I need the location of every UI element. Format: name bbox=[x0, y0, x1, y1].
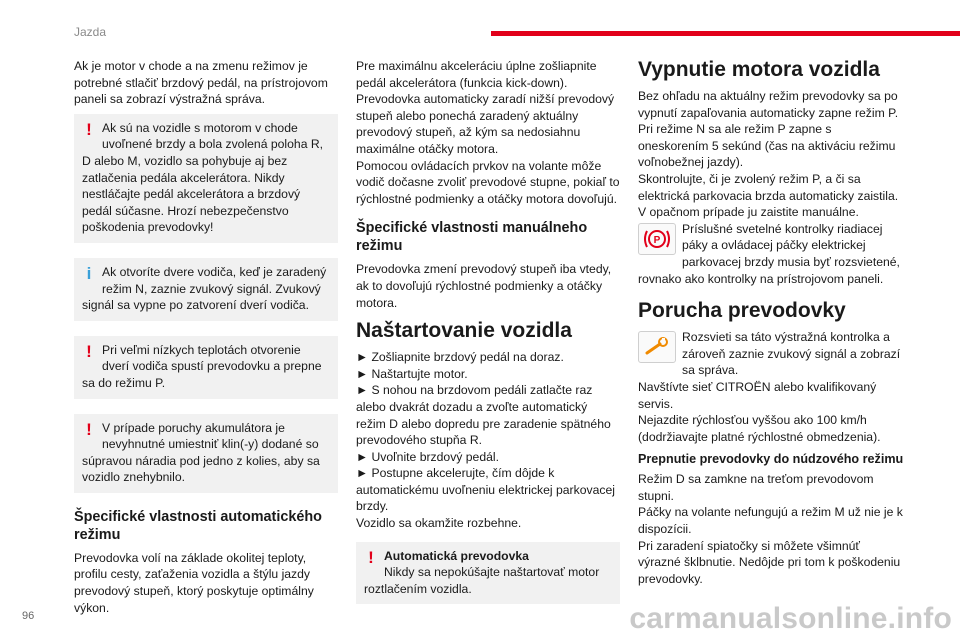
info-icon: i bbox=[86, 263, 92, 283]
start-step: ► Naštartujte motor. bbox=[356, 366, 468, 381]
visit-service-paragraph: Navštívte sieť CITROËN alebo kvalifikovaný servis. bbox=[638, 379, 877, 411]
emergency-reverse-paragraph: Pri zaradení spiatočky si môžete všimnúť výrazné šklbnutie. Nedôjde pri tom k poškodeniu prevodovky. bbox=[638, 538, 901, 586]
warning-box-title: Automatická prevodovka bbox=[384, 548, 529, 563]
section-heading-gearbox-fault: Porucha prevodovky bbox=[638, 299, 846, 323]
parking-lights-text: Príslušné svetelné kontrolky riadiacej páky a ovládacej páčky elektrickej parkovacej brzdy musia byť rozsvietené, rovnako ako kontrolky na prístrojovom paneli. bbox=[638, 221, 900, 286]
warning-exclamation-icon: ! bbox=[86, 341, 92, 361]
section-heading-automatic-mode: Špecifické vlastnosti automatického režimu bbox=[74, 508, 322, 543]
column-2 bbox=[356, 58, 620, 619]
warning-box bbox=[74, 114, 338, 243]
automatic-mode-paragraph: Prevodovka volí na základe okolitej teploty, profilu cesty, zaťaženia vozidla a štýlu jazdy prevodový stupeň, ktorý poskytuje optimálny výkon. bbox=[74, 550, 314, 615]
warning-text: Nikdy sa nepokúšajte naštartovať motor roztlačením vozidla. bbox=[364, 565, 600, 596]
section-heading-manual-mode: Špecifické vlastnosti manuálneho režimu bbox=[356, 220, 588, 255]
header-accent-bar bbox=[491, 31, 960, 36]
section-heading-starting: Naštartovanie vozidla bbox=[356, 319, 572, 343]
check-p-paragraph: Skontrolujte, či je zvolený režim P, a či sa elektrická parkovacia brzda automaticky zaistila. V opačnom prípade ju zaistite manuálne. bbox=[638, 171, 899, 220]
warning-box bbox=[74, 336, 338, 399]
parking-lights-note bbox=[638, 221, 904, 287]
section-heading-engine-off: Vypnutie motora vozidla bbox=[638, 58, 880, 81]
paddle-paragraph: Pomocou ovládacích prvkov na volante môže vodič dočasne zvoliť prevodové stupne, pokiaľ to rýchlostné podmienky a otáčky motora dovoľujú. bbox=[356, 158, 620, 206]
section-heading-emergency-mode: Prepnutie prevodovky do núdzového režimu bbox=[638, 452, 904, 467]
warning-text: V prípade poruchy akumulátora je nevyhnutné umiestniť klin(-y) dodané so súpravou náradia pod jedno z kolies, aby sa vozidlo znehybnilo. bbox=[82, 420, 320, 485]
warning-exclamation-icon: ! bbox=[86, 119, 92, 139]
start-step: ► Zošliapnite brzdový pedál na doraz. bbox=[356, 350, 564, 365]
emergency-d-paragraph: Režim D sa zamkne na treťom prevodovom stupni. bbox=[638, 472, 874, 503]
warning-text: Pri veľmi nízkych teplotách otvorenie dverí vodiča spustí prevodovku a prepne sa do režimu P. bbox=[82, 342, 322, 390]
wrench-warning-icon bbox=[638, 331, 676, 363]
svg-text:P: P bbox=[653, 234, 661, 246]
start-step: ► Uvoľnite brzdový pedál. bbox=[356, 449, 499, 464]
fault-warning-text: Rozsvieti sa táto výstražná kontrolka a zároveň zaznie zvukový signál a zobrazí sa správa. bbox=[682, 330, 901, 378]
fault-warning-note bbox=[638, 329, 904, 379]
intro-paragraph: Ak je motor v chode a na zmenu režimov je potrebné stlačiť brzdový pedál, na prístrojovom paneli sa zobrazí výstražná správa. bbox=[74, 59, 328, 107]
column-3 bbox=[638, 58, 904, 593]
warning-box bbox=[74, 414, 338, 493]
column-1 bbox=[74, 58, 338, 622]
emergency-paddles-paragraph: Páčky na volante nefungujú a režim M už nie je k dispozícii. bbox=[638, 505, 903, 537]
parking-brake-warning-icon bbox=[638, 223, 676, 255]
engine-off-paragraph: Bez ohľadu na aktuálny režim prevodovky sa po vypnutí zapaľovania automaticky zapne režim P. Pri režime N sa ale režim P zapne s oneskorením 5 sekúnd (čas na aktiváciu režimu voľnobežnej jazdy). bbox=[638, 89, 899, 170]
page-number: 96 bbox=[22, 610, 35, 622]
manual-mode-paragraph: Prevodovka zmení prevodový stupeň iba vtedy, ak to dovoľujú rýchlostné podmienky a otáčky motora. bbox=[356, 262, 612, 310]
running-header: Jazda bbox=[74, 25, 107, 39]
start-step: ► Postupne akcelerujte, čím dôjde k automatickému uvoľneniu elektrickej parkovacej brzdy. bbox=[356, 466, 615, 514]
speed-limit-paragraph: Nejazdite rýchlosťou vyššou ako 100 km/h (dodržiavajte platné rýchlostné obmedzenia). bbox=[638, 413, 881, 444]
warning-box bbox=[356, 542, 620, 605]
warning-exclamation-icon: ! bbox=[86, 419, 92, 439]
start-end-paragraph: Vozidlo sa okamžite rozbehne. bbox=[356, 516, 522, 531]
watermark: carmanualsonline.info bbox=[629, 602, 952, 635]
kickdown-paragraph: Pre maximálnu akceleráciu úplne zošliapnite pedál akcelerátora (funkcia kick-down). bbox=[356, 59, 597, 90]
warning-text: Ak sú na vozidle s motorom v chode uvoľnené brzdy a bola zvolená poloha R, D alebo M, vozidlo sa pohybuje aj bez zatlačenia pedála akcelerátora. Nikdy nestláčajte pedál akcelerátora a brzdový pedál súčasne. Hrozí nebezpečenstvo poškodenia prevodovky! bbox=[82, 120, 324, 235]
downshift-paragraph: Prevodovka automaticky zaradí nižší prevodový stupeň alebo ponechá zaradený aktuálny prevodový stupeň, až kým sa nedosiahnu maximálne otáčky motora. bbox=[356, 92, 615, 156]
info-text: Ak otvoríte dvere vodiča, keď je zaradený režim N, zaznie zvukový signál. Zvukový signál sa vypne po zatvorení dverí vodiča. bbox=[82, 264, 327, 313]
warning-exclamation-icon: ! bbox=[368, 547, 374, 567]
start-step: ► S nohou na brzdovom pedáli zatlačte raz alebo dvakrát dozadu a zvoľte automatický režim D alebo dopredu pre zaradenie spätného prevodového stupňa R. bbox=[356, 383, 611, 448]
info-box bbox=[74, 258, 338, 321]
